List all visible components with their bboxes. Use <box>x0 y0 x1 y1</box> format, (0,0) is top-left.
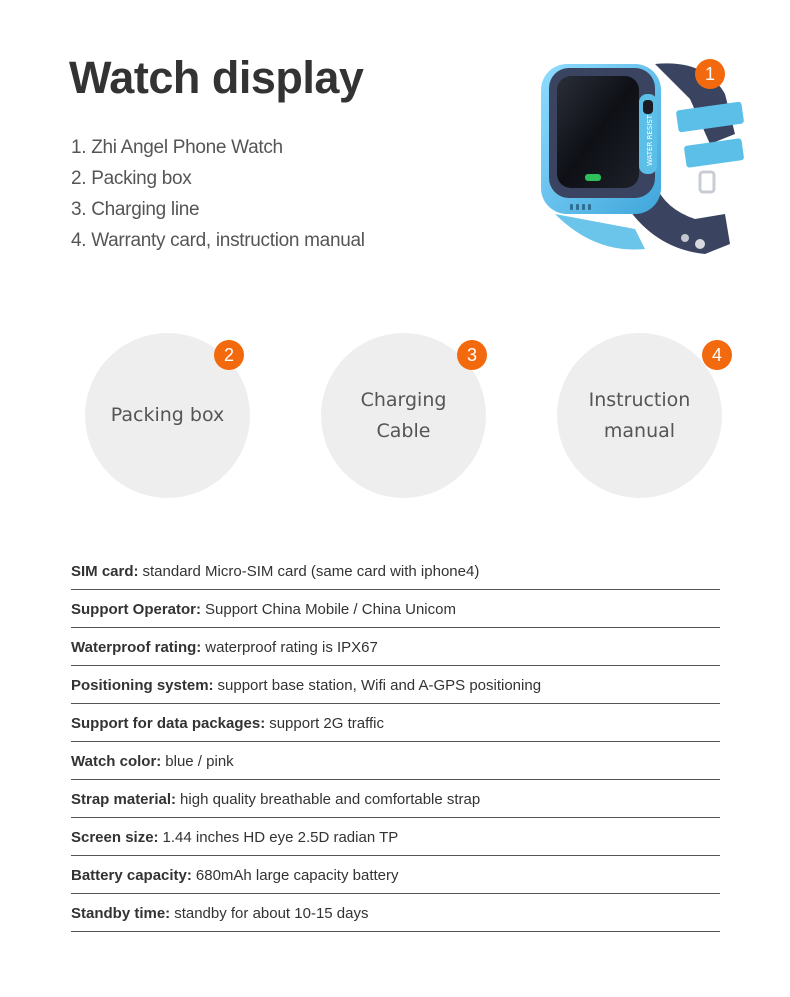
spec-row <box>71 553 720 590</box>
item-label: manual <box>603 419 676 442</box>
spec-row <box>71 894 720 932</box>
item-label: Charging <box>360 388 447 411</box>
package-contents-list <box>71 134 365 258</box>
spec-row <box>71 666 720 704</box>
list-item: 1. Zhi Angel Phone Watch <box>71 137 283 158</box>
list-item: 4. Warranty card, instruction manual <box>71 230 365 251</box>
list-item: 3. Charging line <box>71 199 200 220</box>
spec-value: standby for about 10-15 days <box>174 904 369 922</box>
spec-row <box>71 742 720 780</box>
spec-label: Watch color: <box>71 752 162 770</box>
spec-row <box>71 704 720 742</box>
spec-label: Screen size: <box>71 828 159 846</box>
item-label: Packing box <box>110 404 225 426</box>
spec-label: Strap material: <box>71 790 177 808</box>
item-number-badge: 4 <box>702 340 732 370</box>
spec-label: Support Operator: <box>71 600 201 618</box>
spec-value: high quality breathable and comfortable strap <box>180 790 481 808</box>
spec-label: Positioning system: <box>71 676 214 694</box>
spec-value: support base station, Wifi and A-GPS positioning <box>217 676 542 694</box>
instruction-manual-circle <box>557 333 722 498</box>
item-label: Cable <box>376 419 431 442</box>
spec-list <box>71 553 720 932</box>
spec-label: SIM card: <box>71 563 139 580</box>
spec-value: Support China Mobile / China Unicom <box>205 600 456 618</box>
spec-value: waterproof rating is IPX67 <box>205 638 378 656</box>
spec-label: Battery capacity: <box>71 866 192 884</box>
spec-row <box>71 818 720 856</box>
spec-row <box>71 590 720 628</box>
spec-value: blue / pink <box>165 752 234 770</box>
spec-value: support 2G traffic <box>269 714 384 732</box>
item-number-badge: 3 <box>457 340 487 370</box>
spec-value: 680mAh large capacity battery <box>195 866 399 884</box>
item-label: Instruction <box>588 388 691 411</box>
spec-row <box>71 856 720 894</box>
page-title: Watch display <box>69 52 364 103</box>
spec-label: Waterproof rating: <box>71 638 202 656</box>
spec-value: standard Micro-SIM card (same card with iphone4) <box>142 563 480 580</box>
spec-row <box>71 628 720 666</box>
item-number-badge: 2 <box>214 340 244 370</box>
spec-label: Standby time: <box>71 904 171 922</box>
spec-row <box>71 780 720 818</box>
spec-value: 1.44 inches HD eye 2.5D radian TP <box>162 828 399 846</box>
water-resist-text: WATER RESIST <box>646 114 654 166</box>
list-item: 2. Packing box <box>71 168 192 189</box>
item-number-badge: 1 <box>695 59 725 89</box>
spec-label: Support for data packages: <box>71 714 266 732</box>
